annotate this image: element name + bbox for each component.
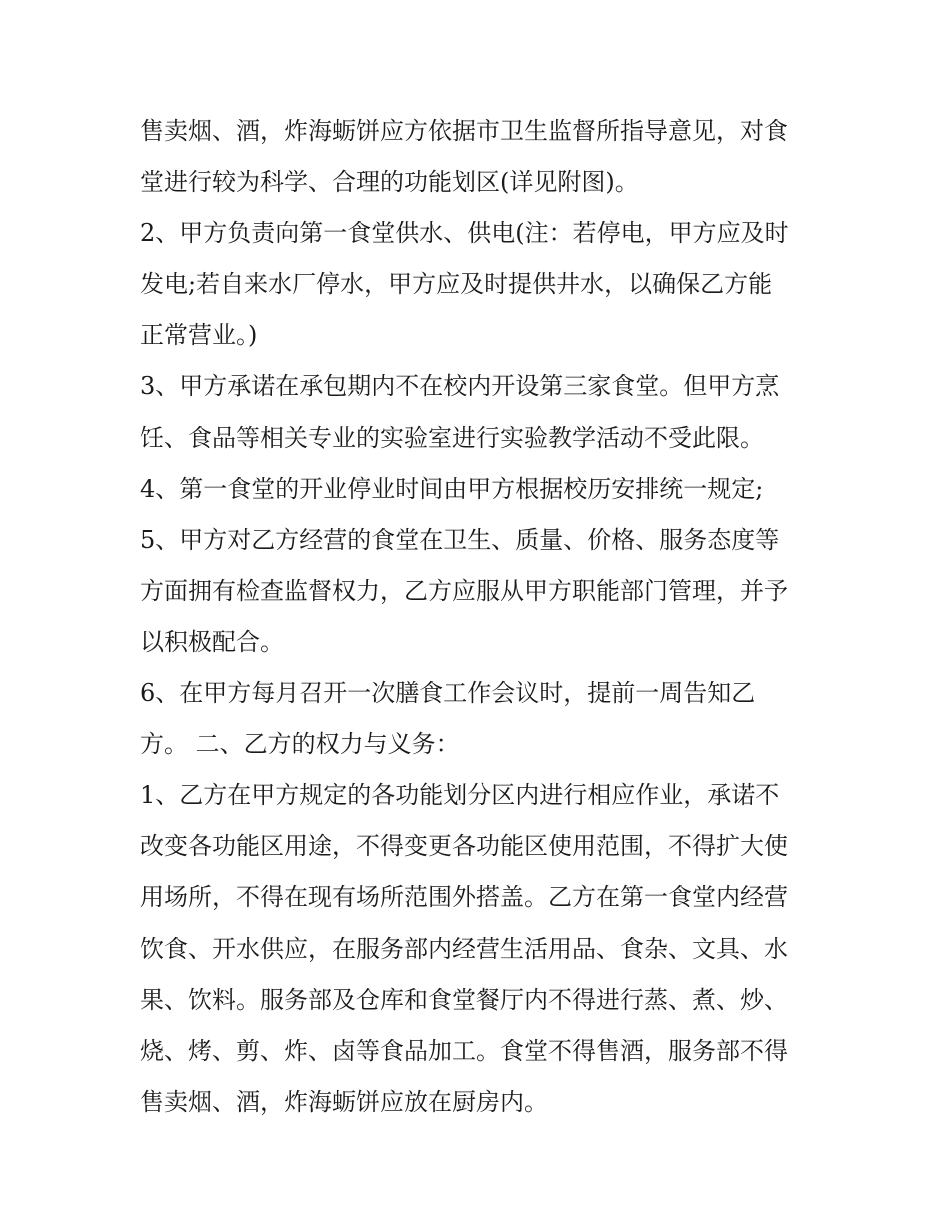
text-line: 改变各功能区用途，不得变更各功能区使用范围，不得扩大使	[140, 832, 788, 861]
text-line: 果、饮料。服务部及仓库和食堂餐厅内不得进行蒸、煮、炒、	[140, 985, 788, 1014]
text-line: 方。 二、乙方的权力与义务：	[140, 730, 460, 759]
text-line: 售卖烟、酒，炸海蛎饼应方依据市卫生监督所指导意见，对食	[140, 117, 788, 145]
text-line: 6、在甲方每月召开一次膳食工作会议时，提前一周告知乙	[140, 679, 756, 708]
text-line: 方面拥有检查监督权力，乙方应服从甲方职能部门管理，并予	[140, 576, 788, 605]
text-line: 3、甲方承诺在承包期内不在校内开设第三家食堂。但甲方烹	[140, 372, 780, 401]
text-line: 用场所，不得在现有场所范围外搭盖。乙方在第一食堂内经营	[140, 883, 788, 912]
text-line: 正常营业。)	[140, 321, 258, 350]
text-line: 以积极配合。	[140, 627, 284, 656]
text-line: 售卖烟、酒，炸海蛎饼应放在厨房内。	[140, 1087, 548, 1116]
document-body	[140, 106, 820, 1128]
text-line: 堂进行较为科学、合理的功能划区(详见附图)。	[140, 168, 639, 197]
text-line: 1、乙方在甲方规定的各功能划分区内进行相应作业，承诺不	[140, 781, 780, 810]
text-line: 烧、烤、剪、炸、卤等食品加工。食堂不得售酒，服务部不得	[140, 1036, 788, 1065]
text-line: 饮食、开水供应，在服务部内经营生活用品、食杂、文具、水	[140, 934, 788, 963]
text-line: 5、甲方对乙方经营的食堂在卫生、质量、价格、服务态度等	[140, 525, 780, 554]
text-line: 2、甲方负责向第一食堂供水、供电(注：若停电，甲方应及时	[140, 219, 789, 248]
text-line: 发电;若自来水厂停水，甲方应及时提供井水，以确保乙方能	[140, 270, 773, 299]
text-line: 饪、食品等相关专业的实验室进行实验教学活动不受此限。	[140, 423, 764, 452]
text-line: 4、第一食堂的开业停业时间由甲方根据校历安排统一规定;	[140, 474, 764, 503]
